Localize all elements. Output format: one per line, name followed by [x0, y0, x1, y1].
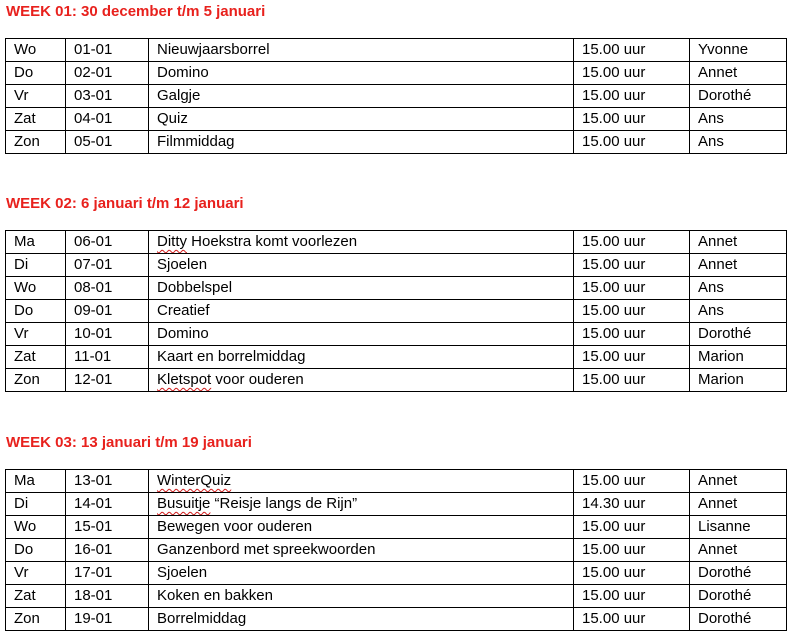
- host-cell: Marion: [690, 369, 787, 392]
- table-row: [6, 62, 787, 85]
- table-row: [6, 39, 787, 62]
- activity-cell: Sjoelen: [149, 562, 574, 585]
- time-cell: 15.00 uur: [574, 277, 690, 300]
- host-cell: Yvonne: [690, 39, 787, 62]
- time-cell: 14.30 uur: [574, 493, 690, 516]
- time-cell: 15.00 uur: [574, 300, 690, 323]
- date-cell: 03-01: [66, 85, 149, 108]
- table-row: [6, 516, 787, 539]
- spellcheck-word: Busuitje: [157, 495, 211, 512]
- host-cell: Annet: [690, 62, 787, 85]
- date-cell: 09-01: [66, 300, 149, 323]
- activity-cell: Filmmiddag: [149, 131, 574, 154]
- activity-cell: Sjoelen: [149, 254, 574, 277]
- day-cell: Zat: [6, 108, 66, 131]
- time-cell: 15.00 uur: [574, 62, 690, 85]
- host-cell: Ans: [690, 277, 787, 300]
- day-cell: Zon: [6, 131, 66, 154]
- date-cell: 07-01: [66, 254, 149, 277]
- date-cell: 16-01: [66, 539, 149, 562]
- date-cell: 11-01: [66, 346, 149, 369]
- host-cell: Dorothé: [690, 585, 787, 608]
- date-cell: 12-01: [66, 369, 149, 392]
- table-row: [6, 108, 787, 131]
- day-cell: Di: [6, 254, 66, 277]
- activity-cell: Bewegen voor ouderen: [149, 516, 574, 539]
- spellcheck-word: Ditty: [157, 233, 187, 250]
- time-cell: 15.00 uur: [574, 539, 690, 562]
- day-cell: Vr: [6, 85, 66, 108]
- time-cell: 15.00 uur: [574, 562, 690, 585]
- time-cell: 15.00 uur: [574, 254, 690, 277]
- activity-cell: Galgje: [149, 85, 574, 108]
- host-cell: Marion: [690, 346, 787, 369]
- time-cell: 15.00 uur: [574, 470, 690, 493]
- day-cell: Wo: [6, 277, 66, 300]
- date-cell: 14-01: [66, 493, 149, 516]
- table-row: [6, 254, 787, 277]
- table-row: [6, 277, 787, 300]
- date-cell: 13-01: [66, 470, 149, 493]
- activity-cell: Dobbelspel: [149, 277, 574, 300]
- day-cell: Ma: [6, 470, 66, 493]
- time-cell: 15.00 uur: [574, 608, 690, 631]
- day-cell: Zon: [6, 608, 66, 631]
- activity-cell: [149, 369, 574, 392]
- time-cell: 15.00 uur: [574, 39, 690, 62]
- activity-cell: [149, 493, 574, 516]
- activity-cell: Quiz: [149, 108, 574, 131]
- spellcheck-word: WinterQuiz: [157, 472, 232, 489]
- day-cell: Do: [6, 300, 66, 323]
- table-row: [6, 131, 787, 154]
- day-cell: Vr: [6, 562, 66, 585]
- day-cell: Zat: [6, 585, 66, 608]
- week-02-table: [5, 230, 787, 392]
- date-cell: 18-01: [66, 585, 149, 608]
- week-03-table: [5, 469, 787, 631]
- activity-cell: Domino: [149, 62, 574, 85]
- time-cell: 15.00 uur: [574, 108, 690, 131]
- activity-cell: Ganzenbord met spreekwoorden: [149, 539, 574, 562]
- table-row: [6, 539, 787, 562]
- table-row: [6, 323, 787, 346]
- time-cell: 15.00 uur: [574, 85, 690, 108]
- time-cell: 15.00 uur: [574, 346, 690, 369]
- week-02-title: WEEK 02: 6 januari t/m 12 januari: [6, 195, 244, 212]
- activity-cell: [149, 470, 574, 493]
- time-cell: 15.00 uur: [574, 131, 690, 154]
- time-cell: 15.00 uur: [574, 516, 690, 539]
- activity-cell: Domino: [149, 323, 574, 346]
- date-cell: 10-01: [66, 323, 149, 346]
- table-row: [6, 608, 787, 631]
- week-01-table: [5, 38, 787, 154]
- host-cell: Dorothé: [690, 85, 787, 108]
- table-row: [6, 346, 787, 369]
- day-cell: Zon: [6, 369, 66, 392]
- day-cell: Vr: [6, 323, 66, 346]
- date-cell: 02-01: [66, 62, 149, 85]
- activity-cell: Nieuwjaarsborrel: [149, 39, 574, 62]
- activity-cell: Borrelmiddag: [149, 608, 574, 631]
- date-cell: 19-01: [66, 608, 149, 631]
- day-cell: Zat: [6, 346, 66, 369]
- day-cell: Wo: [6, 39, 66, 62]
- day-cell: Do: [6, 539, 66, 562]
- table-row: [6, 231, 787, 254]
- date-cell: 08-01: [66, 277, 149, 300]
- host-cell: Annet: [690, 254, 787, 277]
- week-01-title: WEEK 01: 30 december t/m 5 januari: [6, 3, 266, 20]
- date-cell: 01-01: [66, 39, 149, 62]
- table-row: [6, 493, 787, 516]
- table-row: [6, 85, 787, 108]
- host-cell: Dorothé: [690, 323, 787, 346]
- host-cell: Annet: [690, 539, 787, 562]
- date-cell: 17-01: [66, 562, 149, 585]
- activity-cell: [149, 231, 574, 254]
- date-cell: 04-01: [66, 108, 149, 131]
- table-row: [6, 369, 787, 392]
- activity-text: Hoekstra komt voorlezen: [187, 233, 358, 250]
- activity-cell: Kaart en borrelmiddag: [149, 346, 574, 369]
- date-cell: 05-01: [66, 131, 149, 154]
- time-cell: 15.00 uur: [574, 585, 690, 608]
- host-cell: Dorothé: [690, 562, 787, 585]
- host-cell: Dorothé: [690, 608, 787, 631]
- day-cell: Di: [6, 493, 66, 516]
- table-row: [6, 300, 787, 323]
- week-03-title: WEEK 03: 13 januari t/m 19 januari: [6, 434, 252, 451]
- time-cell: 15.00 uur: [574, 231, 690, 254]
- host-cell: Annet: [690, 493, 787, 516]
- activity-text: voor ouderen: [211, 371, 304, 388]
- host-cell: Annet: [690, 231, 787, 254]
- day-cell: Wo: [6, 516, 66, 539]
- table-row: [6, 470, 787, 493]
- table-row: [6, 562, 787, 585]
- host-cell: Lisanne: [690, 516, 787, 539]
- table-row: [6, 585, 787, 608]
- host-cell: Ans: [690, 108, 787, 131]
- date-cell: 15-01: [66, 516, 149, 539]
- time-cell: 15.00 uur: [574, 323, 690, 346]
- date-cell: 06-01: [66, 231, 149, 254]
- time-cell: 15.00 uur: [574, 369, 690, 392]
- activity-cell: Koken en bakken: [149, 585, 574, 608]
- host-cell: Annet: [690, 470, 787, 493]
- host-cell: Ans: [690, 131, 787, 154]
- spellcheck-word: Kletspot: [157, 371, 212, 388]
- host-cell: Ans: [690, 300, 787, 323]
- activity-text: “Reisje langs de Rijn”: [210, 495, 358, 512]
- day-cell: Ma: [6, 231, 66, 254]
- activity-cell: Creatief: [149, 300, 574, 323]
- day-cell: Do: [6, 62, 66, 85]
